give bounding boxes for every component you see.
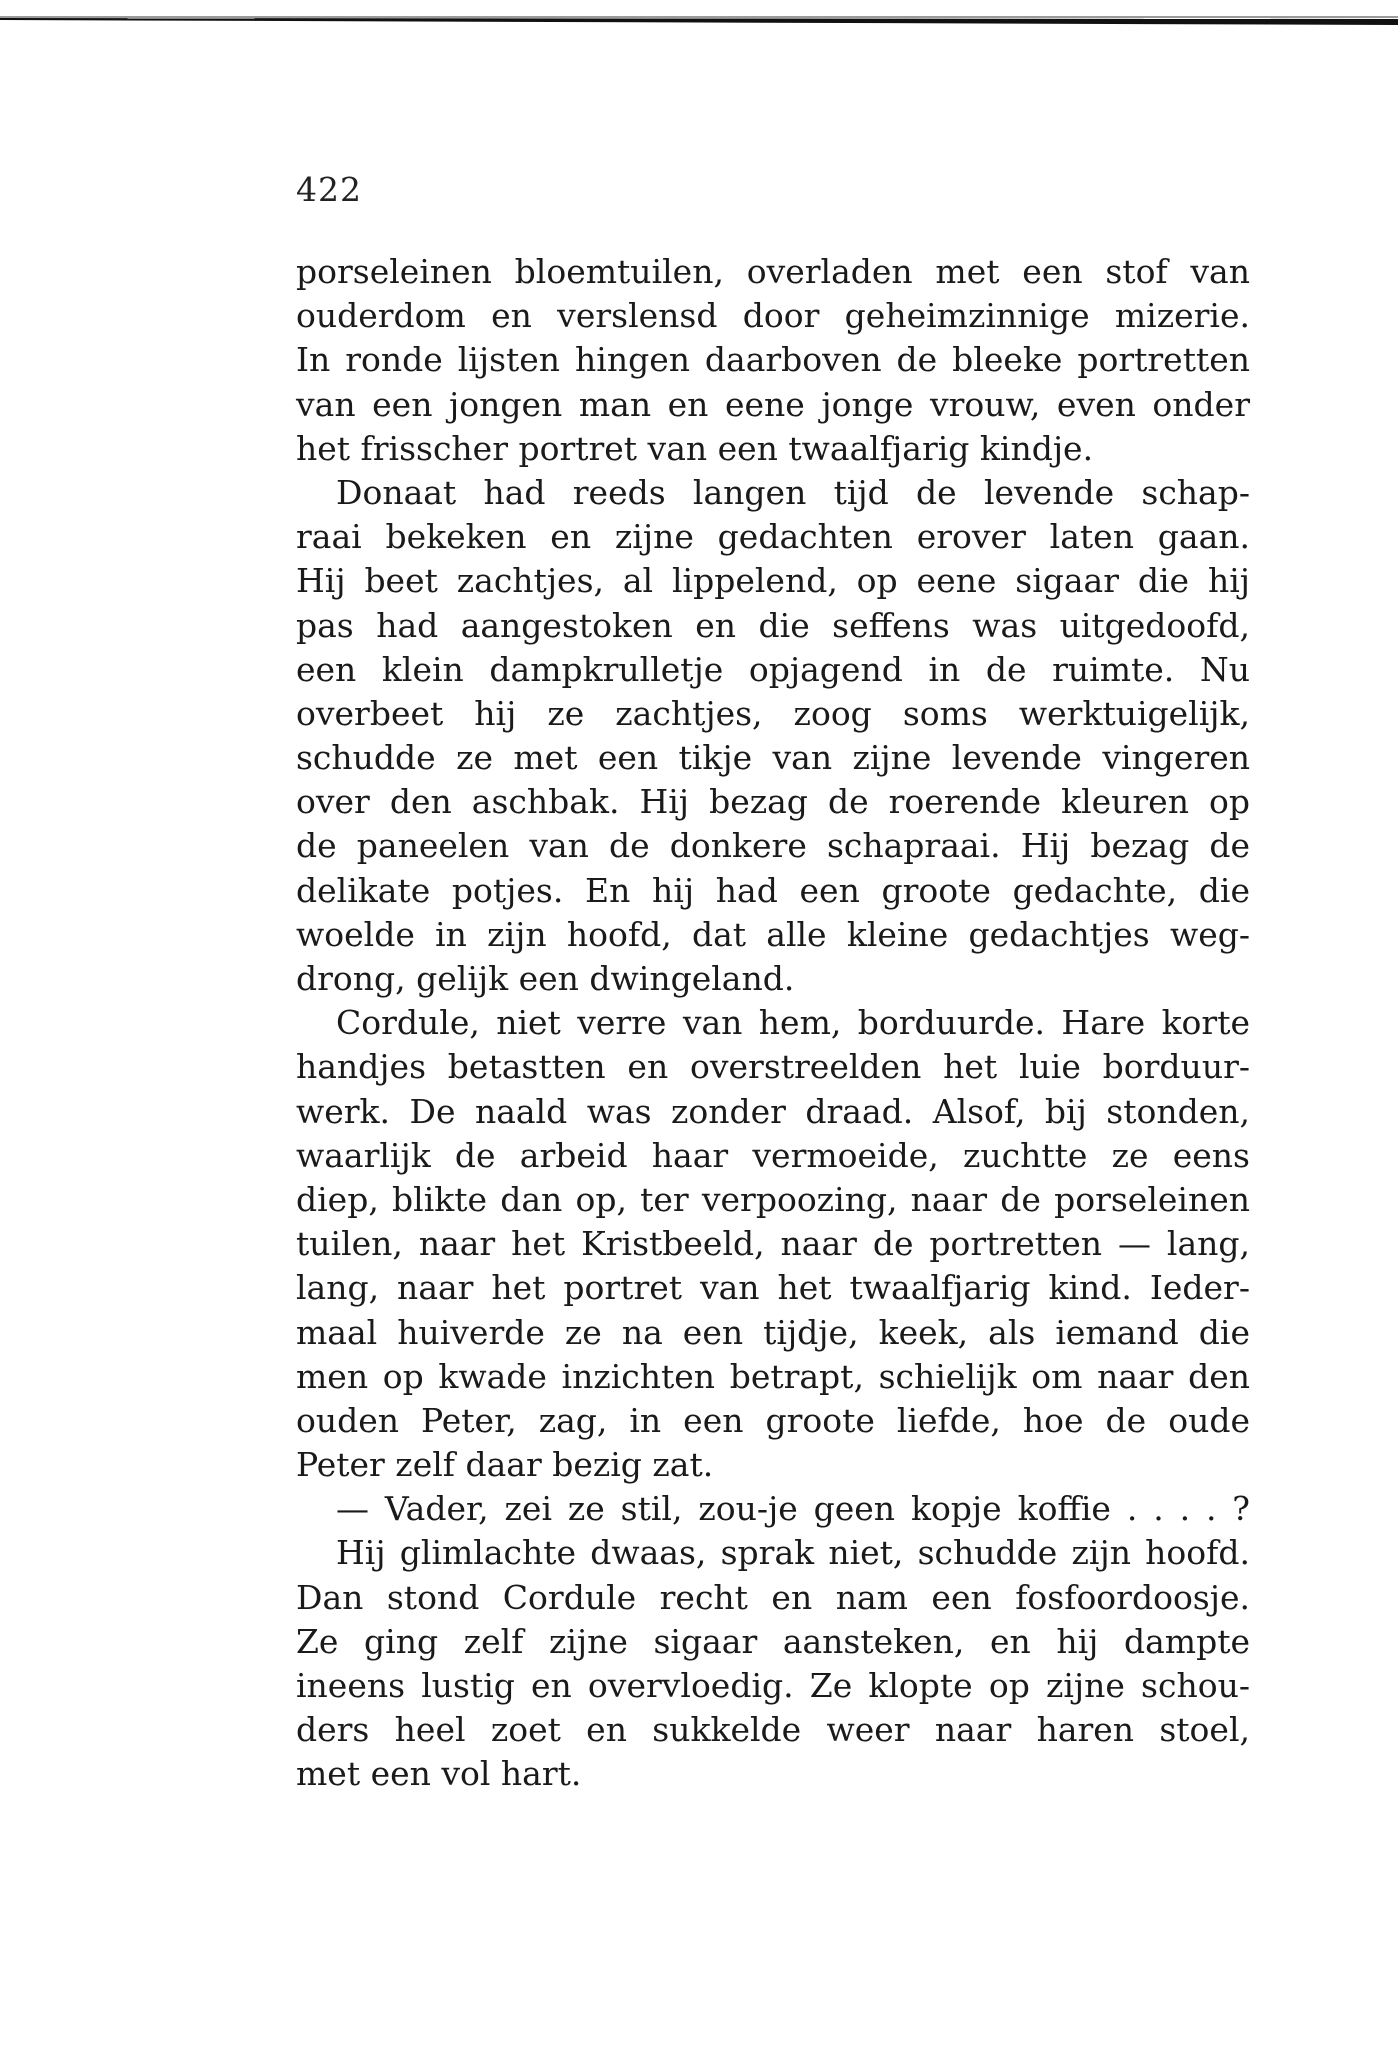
page-number: 422 — [296, 170, 362, 209]
text-line: ders heel zoet en sukkelde weer naar haren stoel, — [296, 1710, 1250, 1750]
text-line: schudde ze met een tikje van zijne levende vingeren — [296, 738, 1250, 778]
body-text — [296, 250, 1250, 1797]
text-line: lang, naar het portret van het twaalfjarig kind. Ieder- — [296, 1268, 1250, 1308]
text-line: van een jongen man en eene jonge vrouw, even onder — [296, 384, 1250, 424]
text-line: Hij glimlachte dwaas, sprak niet, schudde zijn hoofd. — [336, 1533, 1250, 1573]
text-line: delikate potjes. En hij had een groote gedachte, die — [296, 870, 1250, 910]
text-line: diep, blikte dan op, ter verpoozing, naar de porseleinen — [296, 1179, 1250, 1219]
text-line: Dan stond Cordule recht en nam een fosfoordoosje. — [296, 1577, 1250, 1617]
text-line: porseleinen bloemtuilen, overladen met een stof van — [296, 252, 1250, 291]
text-line: Ze ging zelf zijne sigaar aansteken, en hij dampte — [296, 1621, 1250, 1661]
text-line: Peter zelf daar bezig zat. — [296, 1445, 714, 1485]
text-line: een klein dampkrulletje opjagend in de ruimte. Nu — [296, 649, 1250, 689]
text-line: — Vader, zei ze stil, zou-je geen kopje koffie . . . . ? — [336, 1489, 1250, 1529]
text-line: maal huiverde ze na een tijdje, keek, als iemand die — [296, 1312, 1250, 1352]
text-line: men op kwade inzichten betrapt, schielijk om naar den — [296, 1356, 1250, 1396]
text-line: Cordule, niet verre van hem, borduurde. Hare korte — [336, 1003, 1250, 1043]
text-line: ineens lustig en overvloedig. Ze klopte op zijne schou- — [296, 1666, 1250, 1705]
text-line: handjes betastten en overstreelden het luie borduur- — [296, 1047, 1250, 1087]
text-line: waarlijk de arbeid haar vermoeide, zuchtte ze eens — [296, 1135, 1250, 1175]
text-line: het frisscher portret van een twaalfjarig kindje. — [296, 428, 1094, 468]
text-line: met een vol hart. — [296, 1754, 582, 1794]
text-line: In ronde lijsten hingen daarboven de bleeke portretten — [296, 340, 1250, 380]
text-line: werk. De naald was zonder draad. Alsof, bij stonden, — [296, 1091, 1250, 1131]
text-line: tuilen, naar het Kristbeeld, naar de portretten — lang, — [296, 1224, 1250, 1264]
text-line: Donaat had reeds langen tijd de levende schap- — [336, 472, 1250, 512]
text-line: pas had aangestoken en die seffens was uitgedoofd, — [296, 605, 1250, 645]
text-line: drong, gelijk een dwingeland. — [296, 959, 795, 998]
text-line: ouden Peter, zag, in een groote liefde, hoe de oude — [296, 1400, 1250, 1440]
text-line: de paneelen van de donkere schapraai. Hij bezag de — [296, 826, 1250, 866]
text-line: raai bekeken en zijne gedachten erover laten gaan. — [296, 517, 1250, 557]
text-line: over den aschbak. Hij bezag de roerende kleuren op — [296, 782, 1250, 822]
text-line: overbeet hij ze zachtjes, zoog soms werktuigelijk, — [296, 693, 1250, 733]
text-line: Hij beet zachtjes, al lippelend, op eene sigaar die hij — [296, 561, 1250, 601]
text-line: woelde in zijn hoofd, dat alle kleine gedachtjes weg- — [296, 914, 1250, 954]
top-rule — [0, 14, 1398, 26]
text-line: ouderdom en verslensd door geheimzinnige mizerie. — [296, 296, 1250, 336]
